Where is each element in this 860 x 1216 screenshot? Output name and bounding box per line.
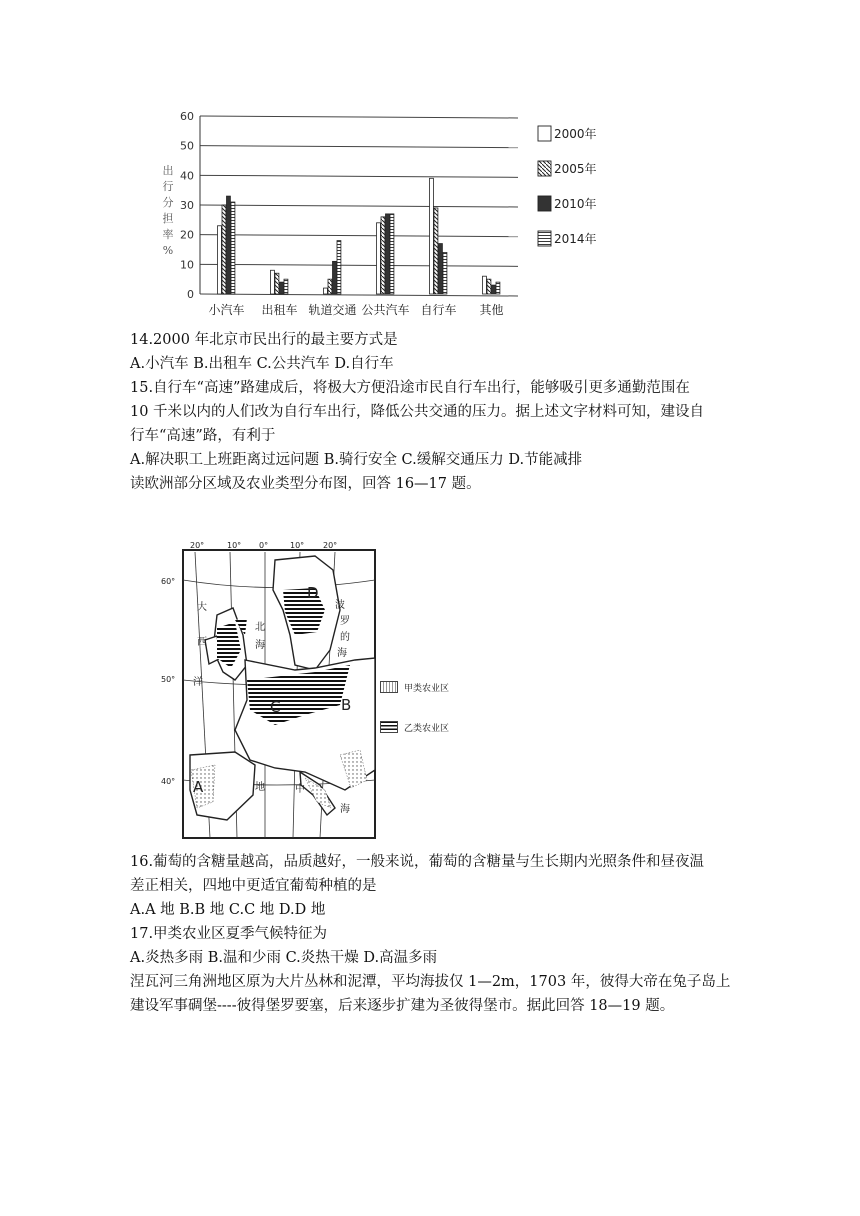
bar-轨道交通-2000年 bbox=[324, 288, 328, 294]
map-place-char: 大 bbox=[197, 602, 207, 613]
bar-出租车-2014年 bbox=[284, 279, 288, 294]
q14-stem: 14.2000 年北京市民出行的最主要方式是 bbox=[130, 332, 398, 348]
map-letter-A: A bbox=[193, 778, 204, 796]
bar-公共汽车-2005年 bbox=[381, 217, 385, 294]
y-tick-label: 20 bbox=[180, 228, 194, 242]
bar-轨道交通-2005年 bbox=[328, 279, 332, 294]
map-place-char: 的 bbox=[340, 632, 350, 643]
bar-出租车-2005年 bbox=[275, 273, 279, 294]
map-place-char: 罗 bbox=[340, 616, 350, 627]
legend-swatch-type-a bbox=[380, 681, 398, 693]
gridline bbox=[200, 175, 518, 177]
y-tick-label: 60 bbox=[180, 110, 194, 123]
gridline bbox=[200, 146, 518, 148]
x-tick-label: 其他 bbox=[479, 303, 504, 317]
y-tick-label: 40 bbox=[180, 169, 194, 183]
bar-自行车-2010年 bbox=[439, 244, 443, 294]
q17-options: A.炎热多雨 B.温和少雨 C.炎热干燥 D.高温多雨 bbox=[130, 950, 438, 966]
y-tick-label: 10 bbox=[180, 258, 194, 272]
map-place-char: 海 bbox=[337, 648, 347, 659]
bar-出租车-2000年 bbox=[271, 270, 275, 294]
map-place-char: 洋 bbox=[193, 677, 203, 688]
legend-label: 2010年 bbox=[554, 197, 597, 211]
bar-其他-2005年 bbox=[487, 279, 491, 294]
legend-swatch-type-b bbox=[380, 721, 398, 733]
y-axis-label-char: 担 bbox=[162, 212, 174, 225]
gridline bbox=[200, 235, 518, 237]
y-axis-label-char: 分 bbox=[162, 196, 174, 209]
map-place-char: 波 bbox=[335, 600, 345, 611]
q16-line-2: 差正相关，四地中更适宜葡萄种植的是 bbox=[130, 878, 377, 894]
bar-其他-2000年 bbox=[483, 276, 487, 294]
bar-其他-2010年 bbox=[492, 285, 496, 294]
q16-line-1: 16.葡萄的含糖量越高，品质越好，一般来说，葡萄的含糖量与生长期内光照条件和昼夜温 bbox=[130, 854, 705, 870]
y-axis-label-char: 出 bbox=[162, 164, 174, 177]
q15-options: A.解决职工上班距离过远问题 B.骑行安全 C.缓解交通压力 D.节能减排 bbox=[130, 452, 583, 468]
bar-小汽车-2005年 bbox=[222, 205, 226, 294]
map-place-char: 北 bbox=[255, 622, 265, 633]
q15-line-3: 行车“高速”路，有利于 bbox=[130, 428, 276, 444]
intro-18-19-line-1: 涅瓦河三角洲地区原为大片丛林和泥潭，平均海拔仅 1—2m，1703 年，彼得大帝在兔子岛上 bbox=[130, 974, 731, 990]
q15-line-2: 10 千米以内的人们改为自行车出行，降低公共交通的压力。据上述文字材料可知，建设自 bbox=[130, 404, 705, 420]
q16-options: A.A 地 B.B 地 C.C 地 D.D 地 bbox=[130, 902, 326, 918]
x-tick-label: 公共汽车 bbox=[361, 303, 410, 317]
q14-options: A.小汽车 B.出租车 C.公共汽车 D.自行车 bbox=[130, 356, 394, 372]
legend-swatch bbox=[538, 231, 551, 246]
x-tick-label: 出租车 bbox=[261, 303, 298, 317]
bar-轨道交通-2014年 bbox=[337, 241, 341, 294]
gridline bbox=[200, 116, 518, 118]
map-lat-label: 40° bbox=[161, 777, 176, 786]
legend-swatch bbox=[538, 161, 551, 176]
bar-小汽车-2014年 bbox=[231, 202, 235, 294]
gridline bbox=[200, 264, 518, 266]
legend-swatch bbox=[538, 196, 551, 211]
questions-16-19 bbox=[130, 850, 740, 1018]
y-tick-label: 50 bbox=[180, 139, 194, 153]
gridline bbox=[200, 205, 518, 207]
map-lon-label: 20° bbox=[323, 541, 338, 550]
map-legend-type-a bbox=[380, 678, 449, 696]
map-place-char: 中 bbox=[295, 784, 305, 795]
bar-小汽车-2000年 bbox=[218, 226, 222, 294]
map-place-char: 海 bbox=[255, 640, 265, 651]
map-place-char: 海 bbox=[340, 804, 350, 815]
bar-自行车-2000年 bbox=[430, 178, 434, 294]
x-tick-label: 小汽车 bbox=[208, 303, 245, 317]
bar-自行车-2014年 bbox=[443, 252, 447, 294]
map-place-char: 地 bbox=[255, 782, 265, 793]
y-tick-label: 0 bbox=[187, 288, 194, 301]
bar-公共汽车-2000年 bbox=[377, 223, 381, 294]
legend-swatch bbox=[538, 126, 551, 141]
legend-label-type-b: 乙类农业区 bbox=[404, 723, 450, 734]
bar-小汽车-2010年 bbox=[227, 196, 231, 294]
map-letter-C: C bbox=[270, 698, 281, 716]
y-tick-label: 30 bbox=[180, 199, 194, 212]
legend-label-type-a: 甲类农业区 bbox=[404, 683, 450, 694]
gridline bbox=[200, 294, 518, 296]
bar-其他-2014年 bbox=[496, 282, 500, 294]
y-axis-label-char: 行 bbox=[162, 180, 174, 193]
map-letter-D: D bbox=[307, 584, 319, 602]
map-lon-label: 10° bbox=[290, 541, 305, 550]
transport-share-bar-chart bbox=[150, 96, 620, 324]
bar-公共汽车-2010年 bbox=[386, 214, 390, 294]
bar-公共汽车-2014年 bbox=[390, 214, 394, 294]
chart-y-ticks bbox=[180, 110, 194, 301]
map-lat-label: 60° bbox=[161, 577, 176, 586]
map-lon-label: 10° bbox=[227, 541, 242, 550]
intro-18-19-line-2: 建设军事碉堡----彼得堡罗要塞，后来逐步扩建为圣彼得堡市。据此回答 18—19 题。 bbox=[130, 998, 675, 1014]
legend-label: 2000年 bbox=[554, 127, 597, 141]
map-legend-type-b bbox=[380, 718, 449, 736]
chart-gridlines bbox=[200, 116, 518, 296]
q17-stem: 17.甲类农业区夏季气候特征为 bbox=[130, 926, 328, 942]
map-place-char: 西 bbox=[197, 637, 207, 648]
chart-legend bbox=[538, 126, 597, 246]
legend-label: 2014年 bbox=[554, 232, 597, 246]
chart-y-axis-label bbox=[163, 163, 174, 257]
questions-14-15 bbox=[130, 328, 740, 496]
map-legend bbox=[380, 678, 449, 758]
y-axis-label-char: 率 bbox=[162, 228, 174, 241]
x-tick-label: 轨道交通 bbox=[308, 303, 357, 317]
bar-轨道交通-2010年 bbox=[333, 261, 337, 294]
legend-label: 2005年 bbox=[554, 162, 597, 176]
bar-出租车-2010年 bbox=[280, 282, 284, 294]
y-axis-label-char: % bbox=[162, 244, 174, 257]
q15-line-1: 15.自行车“高速”路建成后，将极大方便沿途市民自行车出行，能够吸引更多通勤范围在 bbox=[130, 380, 690, 396]
intro-16-17: 读欧洲部分区域及农业类型分布图，回答 16—17 题。 bbox=[130, 476, 481, 492]
map-lon-label: 0° bbox=[259, 541, 269, 550]
map-letter-B: B bbox=[341, 696, 352, 714]
x-tick-label: 自行车 bbox=[420, 303, 457, 317]
chart-x-ticks bbox=[208, 302, 503, 317]
map-lon-label: 20° bbox=[190, 541, 205, 550]
map-lat-label: 50° bbox=[161, 675, 176, 684]
bar-自行车-2005年 bbox=[434, 208, 438, 294]
